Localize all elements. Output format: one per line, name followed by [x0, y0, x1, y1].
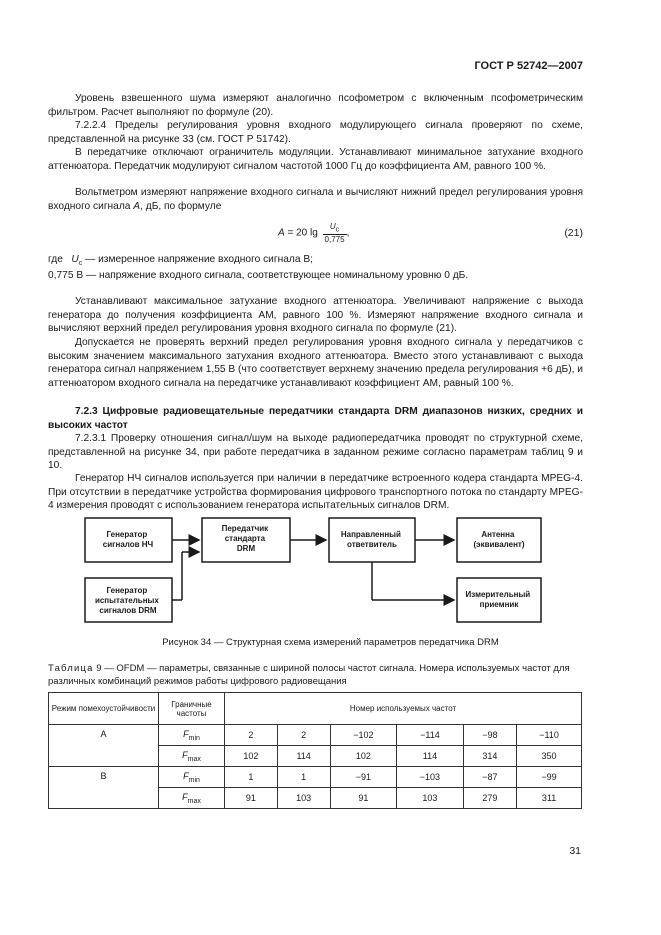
value-cell: −110: [517, 725, 582, 746]
formula-fraction: $\frac{U_с}{0,775}$: [324, 222, 345, 244]
value-cell: 311: [517, 788, 582, 809]
variable-a: A: [133, 200, 141, 212]
document-header: ГОСТ Р 52742—2007: [474, 60, 583, 72]
formula-where-2: 0,775 В — напряжение входного сигнала, соответствующее номинальному уровню 0 дБ.: [48, 270, 469, 281]
paragraph-max-attenuation: Устанавливают максимальное затухание входного аттенюатора. Увеличивают напряжение с выхода генератора до получения коэффициента АМ, равного 100 %. Измеряют напряжение входного сигнала и вычисляют верхний предел регулирования уровня входного сигнала по формуле (21).: [48, 296, 583, 335]
value-cell: 114: [397, 746, 464, 767]
header-freq-numbers: Номер используемых частот: [225, 693, 582, 725]
value-cell: 103: [277, 788, 330, 809]
value-cell: 2: [277, 725, 330, 746]
formula-21: A = 20 lg $\frac{U_с}{0,775}$ ,: [278, 222, 350, 244]
directional-coupler-label: Направленный ответвитель: [340, 530, 401, 549]
value-cell: 2: [225, 725, 278, 746]
header-limit: Граничные частоты: [159, 693, 225, 725]
value-cell: −98: [463, 725, 516, 746]
value-cell: −99: [517, 767, 582, 788]
paragraph-7-2-2-4: 7.2.2.4 Пределы регулирования уровня входного модулирующего сигнала проверяют по схеме, представленной на рисунке 33 (см. ГОСТ Р 51742).: [48, 120, 583, 145]
value-cell: 102: [225, 746, 278, 767]
drm-generator-label: Генератор испытательных сигналов DRM: [94, 586, 159, 615]
value-cell: 1: [277, 767, 330, 788]
paragraph-upper-limit: Допускается не проверять верхний предел регулирования уровня входного сигнала у передатчиков с высоким значением максимального затухания входного аттенюатора. Вместо этого устанавливают с выхода генератора сигнал напряжением 1,55 В (что соответствует верхнему значению предела регулирования +6 дБ), и аттенюатором входного сигнала на передатчике устанавливают коэффициент АМ, равный 100 %.: [48, 337, 583, 389]
section-heading-7-2-3: 7.2.3 Цифровые радиовещательные передатчики стандарта DRM диапазонов низких, средних и высоких частот: [48, 406, 583, 431]
receiver-label: Измерительный приемник: [465, 590, 531, 609]
value-cell: 91: [330, 788, 397, 809]
mode-cell: A: [49, 725, 159, 767]
header-mode: Режим помехоустойчивости: [49, 693, 159, 725]
paragraph-modulation-limiter: В передатчике отключают ограничитель модуляции. Устанавливают минимальное затухание входного аттенюатора. Передатчик модулируют сигналом частотой 1000 Гц до коэффициента АМ, равного 100 %.: [48, 147, 583, 172]
antenna-label: Антенна (эквивалент): [473, 530, 525, 549]
value-cell: 114: [277, 746, 330, 767]
paragraph-lf-generator: Генератор НЧ сигналов используется при наличии в передатчике встроенного кодера стандарта MPEG-4. При отсутствии в передатчике устройства формирования цифрового транспортного потока по стандарту MPEG-4 измерения проводят с использованием генератора испытательных сигналов DRM.: [48, 473, 583, 512]
mode-cell: B: [49, 767, 159, 809]
value-cell: 350: [517, 746, 582, 767]
limit-cell: $F_{min}$: [159, 767, 225, 788]
table-row: [49, 767, 582, 788]
value-cell: 314: [463, 746, 516, 767]
formula-where-1: где $U_с$ — измеренное напряжение входного сигнала В;: [48, 254, 313, 268]
table-9: [48, 692, 582, 809]
value-cell: 279: [463, 788, 516, 809]
table-row: [49, 725, 582, 746]
table-header-row: [49, 693, 582, 725]
table-caption: Таблица 9 — OFDM — параметры, связанные с шириной полосы частот сигнала. Номера используемых частот для различных комбинаций режимов работы цифрового радиовещания: [48, 663, 570, 687]
limit-cell: $F_{max}$: [159, 746, 225, 767]
paragraph-weighted-noise: Уровень взвешенного шума измеряют аналогично псофометром с включенным псофометрическим фильтром. Расчет выполняют по формуле (20).: [48, 93, 583, 118]
value-cell: 1: [225, 767, 278, 788]
figure-caption: Рисунок 34 — Структурная схема измерений параметров передатчика DRM: [162, 637, 499, 648]
formula-number: (21): [564, 227, 583, 239]
lf-generator-label: Генератор сигналов НЧ: [102, 530, 154, 549]
value-cell: 91: [225, 788, 278, 809]
limit-cell: $F_{max}$: [159, 788, 225, 809]
value-cell: −102: [330, 725, 397, 746]
value-cell: 102: [330, 746, 397, 767]
paragraph-7-2-3-1: 7.2.3.1 Проверку отношения сигнал/шум на выходе радиопередатчика проводят по структурной схеме, представленной на рисунке 34, при работе передатчика в заданном режиме согласно параметрам таблиц 9 и 10.: [48, 433, 583, 472]
transmitter-label: Передатчик стандарта DRM: [221, 524, 269, 553]
value-cell: −103: [397, 767, 464, 788]
paragraph-voltmeter: Вольтметром измеряют напряжение входного сигнала и вычисляют нижний предел регулирования уровня входного сигнала A, дБ, по формуле: [48, 187, 583, 212]
value-cell: −87: [463, 767, 516, 788]
value-cell: −114: [397, 725, 464, 746]
value-cell: −91: [330, 767, 397, 788]
limit-cell: $F_{min}$: [159, 725, 225, 746]
page-number: 31: [569, 845, 581, 857]
value-cell: 103: [397, 788, 464, 809]
